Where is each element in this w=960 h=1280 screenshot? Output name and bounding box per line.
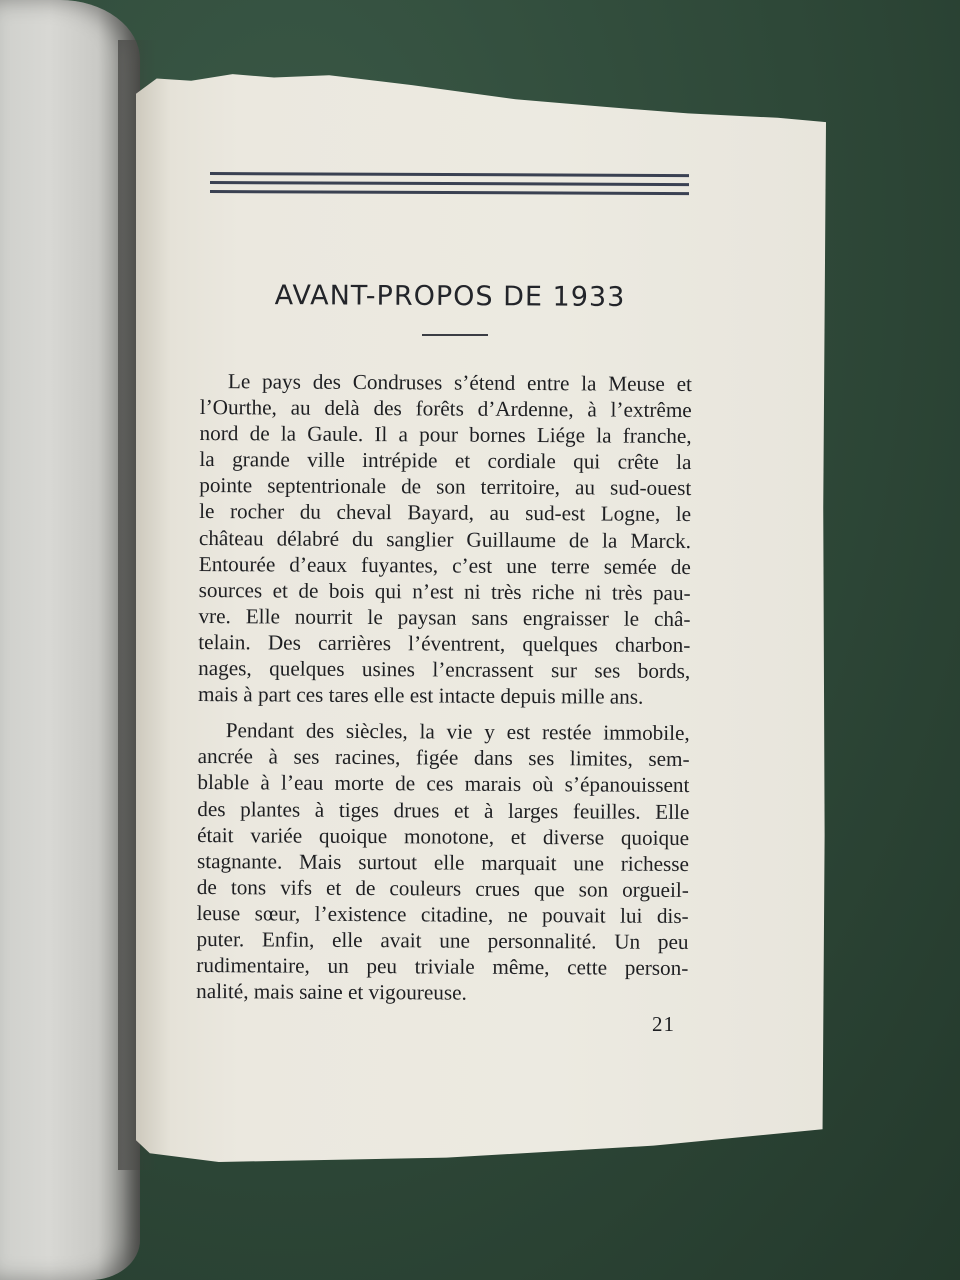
page-number: 21 [652, 1012, 675, 1036]
chapter-title: AVANT-PROPOS DE 1933 [274, 280, 626, 313]
text-line: Pendant des siècles, la vie y est restée immobile, [225, 718, 690, 746]
text-line: des plantes à tiges drues et à larges feuilles. Elle [197, 796, 690, 824]
text-line: pointe septentrionale de son territoire, au sud-ouest [199, 473, 692, 501]
text-line: stagnante. Mais surtout elle marquait une richesse [196, 848, 690, 876]
text-line: rudimentaire, un peu triviale même, cette person- [196, 953, 689, 981]
text-line: puter. Enfin, elle avait une personnalité. Un peu [196, 926, 689, 954]
text-line: la grande ville intrépide et cordiale qui crête la [199, 447, 692, 475]
text-line: telain. Des carrières l’éventrent, quelques charbon- [198, 629, 691, 657]
body-text [196, 368, 692, 1007]
text-line: blable à l’eau morte de ces marais où s’épanouissent [197, 770, 690, 798]
text-line: mais à part ces tares elle est intacte depuis mille ans. [197, 682, 644, 709]
text-line: l’Ourthe, au delà des forêts d’Ardenne, à l’extrême [199, 395, 692, 423]
title-underline [422, 334, 488, 336]
paragraph-1 [198, 368, 692, 710]
text-line: était variée quoique monotone, et diverse quoique [197, 822, 690, 850]
text-line: ancrée à ses racines, figée dans ses limites, sem- [197, 744, 690, 772]
text-line: nalité, mais saine et vigoureuse. [196, 979, 467, 1005]
text-line: de tons vifs et de couleurs crues que son orgueil- [196, 874, 689, 902]
text-line: Entourée d’eaux fuyantes, c’est une terre semée de [198, 551, 691, 579]
text-line: nord de la Gaule. Il a pour bornes Liége la franche, [199, 421, 692, 449]
text-line: le rocher du cheval Bayard, au sud-est Logne, le [199, 499, 692, 527]
text-line: Le pays des Condruses s’étend entre la Meuse et [227, 369, 692, 397]
text-line: vre. Elle nourrit le paysan sans engraisser le châ- [198, 603, 691, 631]
text-line: château délabré du sanglier Guillaume de la Marck. [198, 525, 692, 553]
text-line: leuse sœur, l’existence citadine, ne pouvait lui dis- [196, 900, 689, 928]
paragraph-2 [196, 717, 690, 1007]
text-line: nages, quelques usines l’encrassent sur ses bords, [198, 656, 691, 684]
text-line: sources et de bois qui n’est ni très riche ni très pau- [198, 577, 691, 605]
